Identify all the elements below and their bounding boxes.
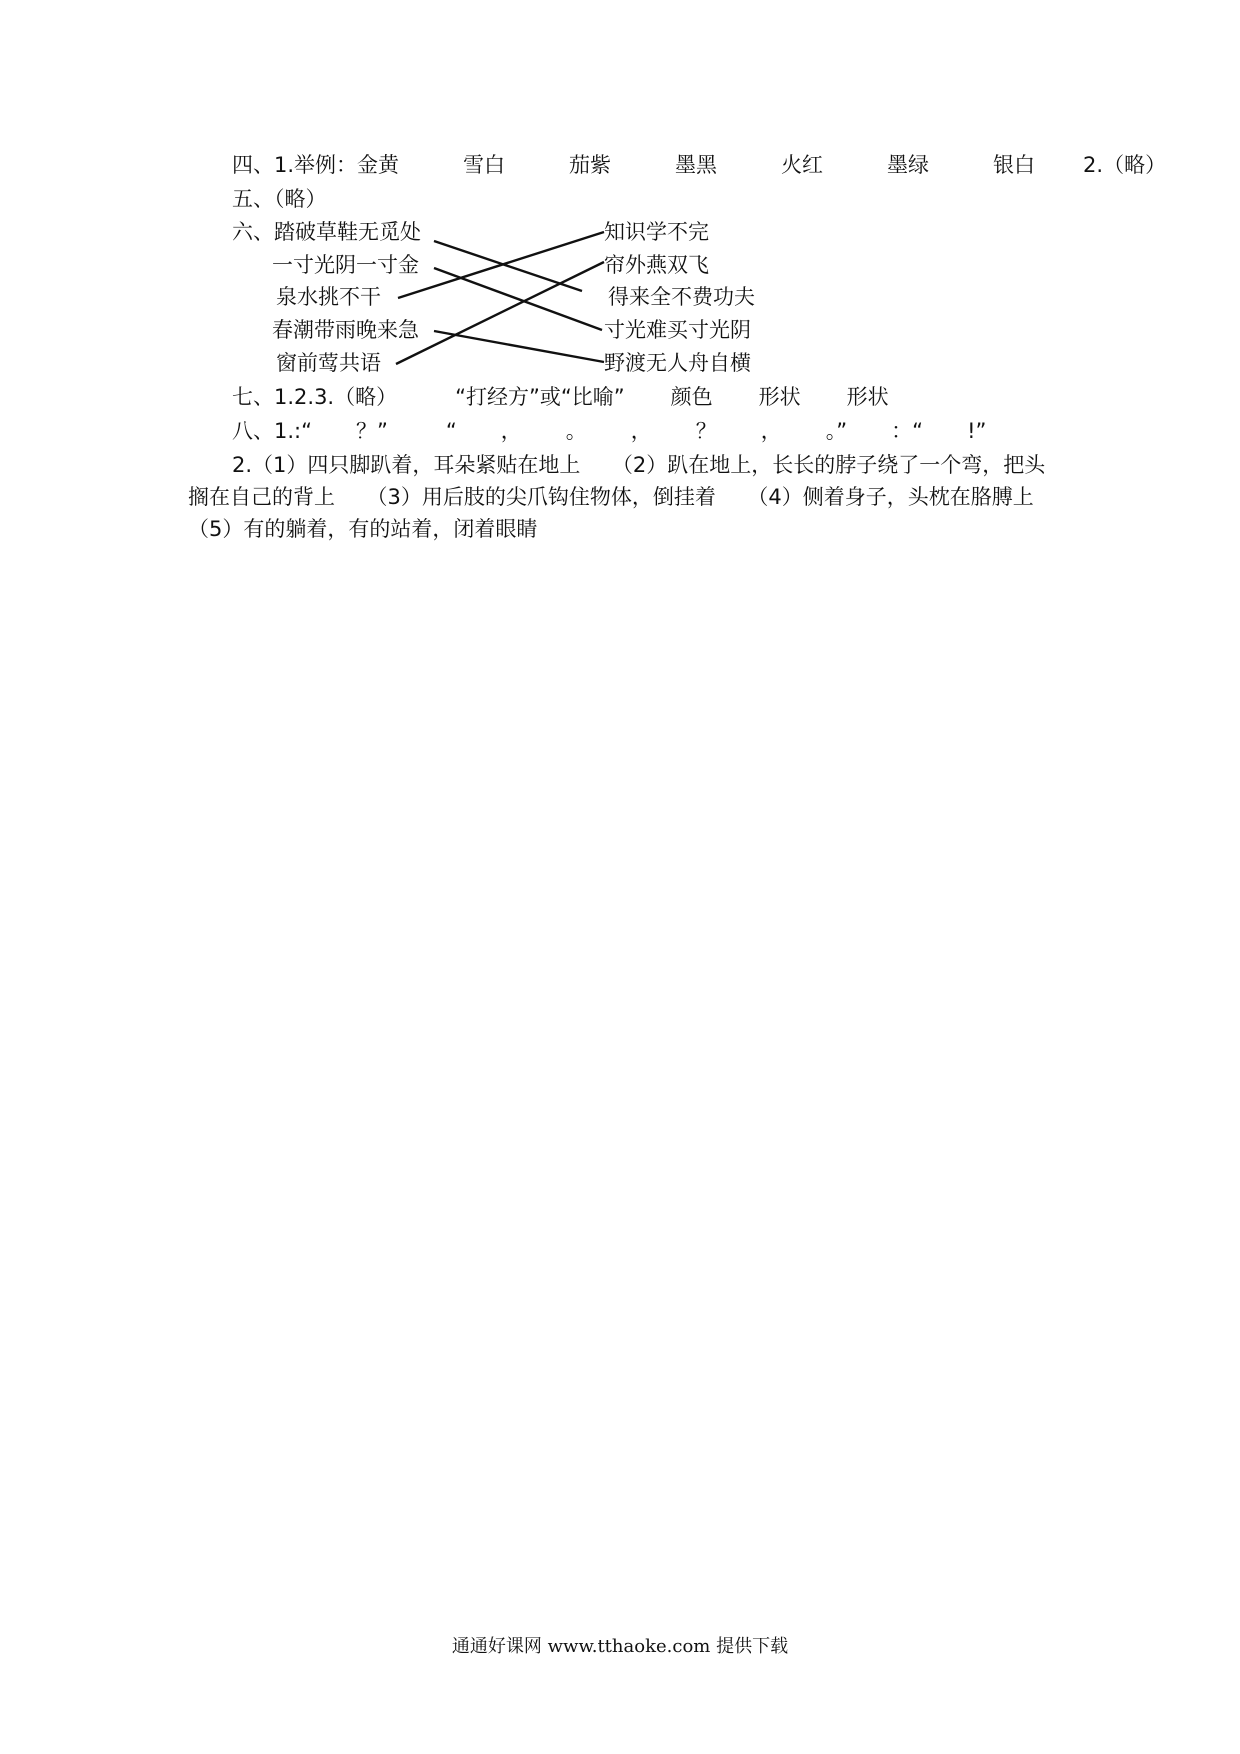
punct-item: ， [500, 419, 522, 443]
right-item: 帘外燕双飞 [604, 253, 709, 277]
section-7-label: 七、1.2.3.（略） [232, 385, 398, 409]
section-7-answer: 颜色 [670, 385, 713, 409]
word-item: 火红 [781, 153, 824, 177]
word-item: 金黄 [357, 153, 400, 177]
section-7-answer: 形状 [758, 385, 801, 409]
punct-item: ？ [695, 419, 717, 443]
word-item: 墨绿 [887, 153, 930, 177]
section-8-line-1 [232, 418, 986, 444]
section-8-paragraph: 2.（1）四只脚趴着，耳朵紧贴在地上 （2）趴在地上，长长的脖子绕了一个弯，把头搁在自己的背上 （3）用后肢的尖爪钩住物体，倒挂着 （4）侧着身子，头枕在胳膊上 （5）有的躺着，有的站着，闭着眼睛 [188, 453, 1076, 541]
punct-item: ， [630, 419, 652, 443]
left-item: 踏破草鞋无觅处 [274, 220, 421, 244]
section-7-line [232, 384, 889, 410]
right-item: 得来全不费功夫 [608, 285, 755, 309]
punct-item: 。” [825, 419, 848, 443]
section-7-answer: 形状 [846, 385, 889, 409]
section-6-prefix: 六、 [232, 220, 274, 244]
match-line [434, 331, 604, 362]
word-item: 茄紫 [569, 153, 612, 177]
left-item: 春潮带雨晚来急 [272, 318, 419, 342]
section-4-tail: 2.（略） [1083, 153, 1167, 177]
left-item: 泉水挑不干 [276, 285, 381, 309]
word-item: 银白 [993, 153, 1036, 177]
punct-item: ？” [356, 419, 388, 443]
punct-item: !” [967, 419, 987, 443]
word-item: 墨黑 [675, 153, 718, 177]
section-5-text: 五、（略） [232, 187, 327, 211]
punct-item: “ [445, 419, 457, 443]
punct-item: ， [760, 419, 782, 443]
matching-lines [0, 0, 1240, 420]
right-item: 知识学不完 [604, 220, 709, 244]
right-item: 寸光难买寸光阴 [604, 318, 751, 342]
word-item: 雪白 [463, 153, 506, 177]
section-7-answer: “打经方”或“比喻” [455, 385, 625, 409]
left-item: 一寸光阴一寸金 [272, 253, 419, 277]
left-item: 窗前莺共语 [276, 351, 381, 375]
match-line [396, 262, 604, 364]
right-item: 野渡无人舟自横 [604, 351, 751, 375]
section-4-label: 四、1.举例： [232, 153, 358, 177]
footer-credit: 通通好课网 www.tthaoke.com 提供下载 [451, 1636, 789, 1657]
punct-item: ：“ [891, 419, 924, 443]
punct-item: 。 [565, 419, 587, 443]
punct-item: 八、1.:“ [232, 419, 312, 443]
